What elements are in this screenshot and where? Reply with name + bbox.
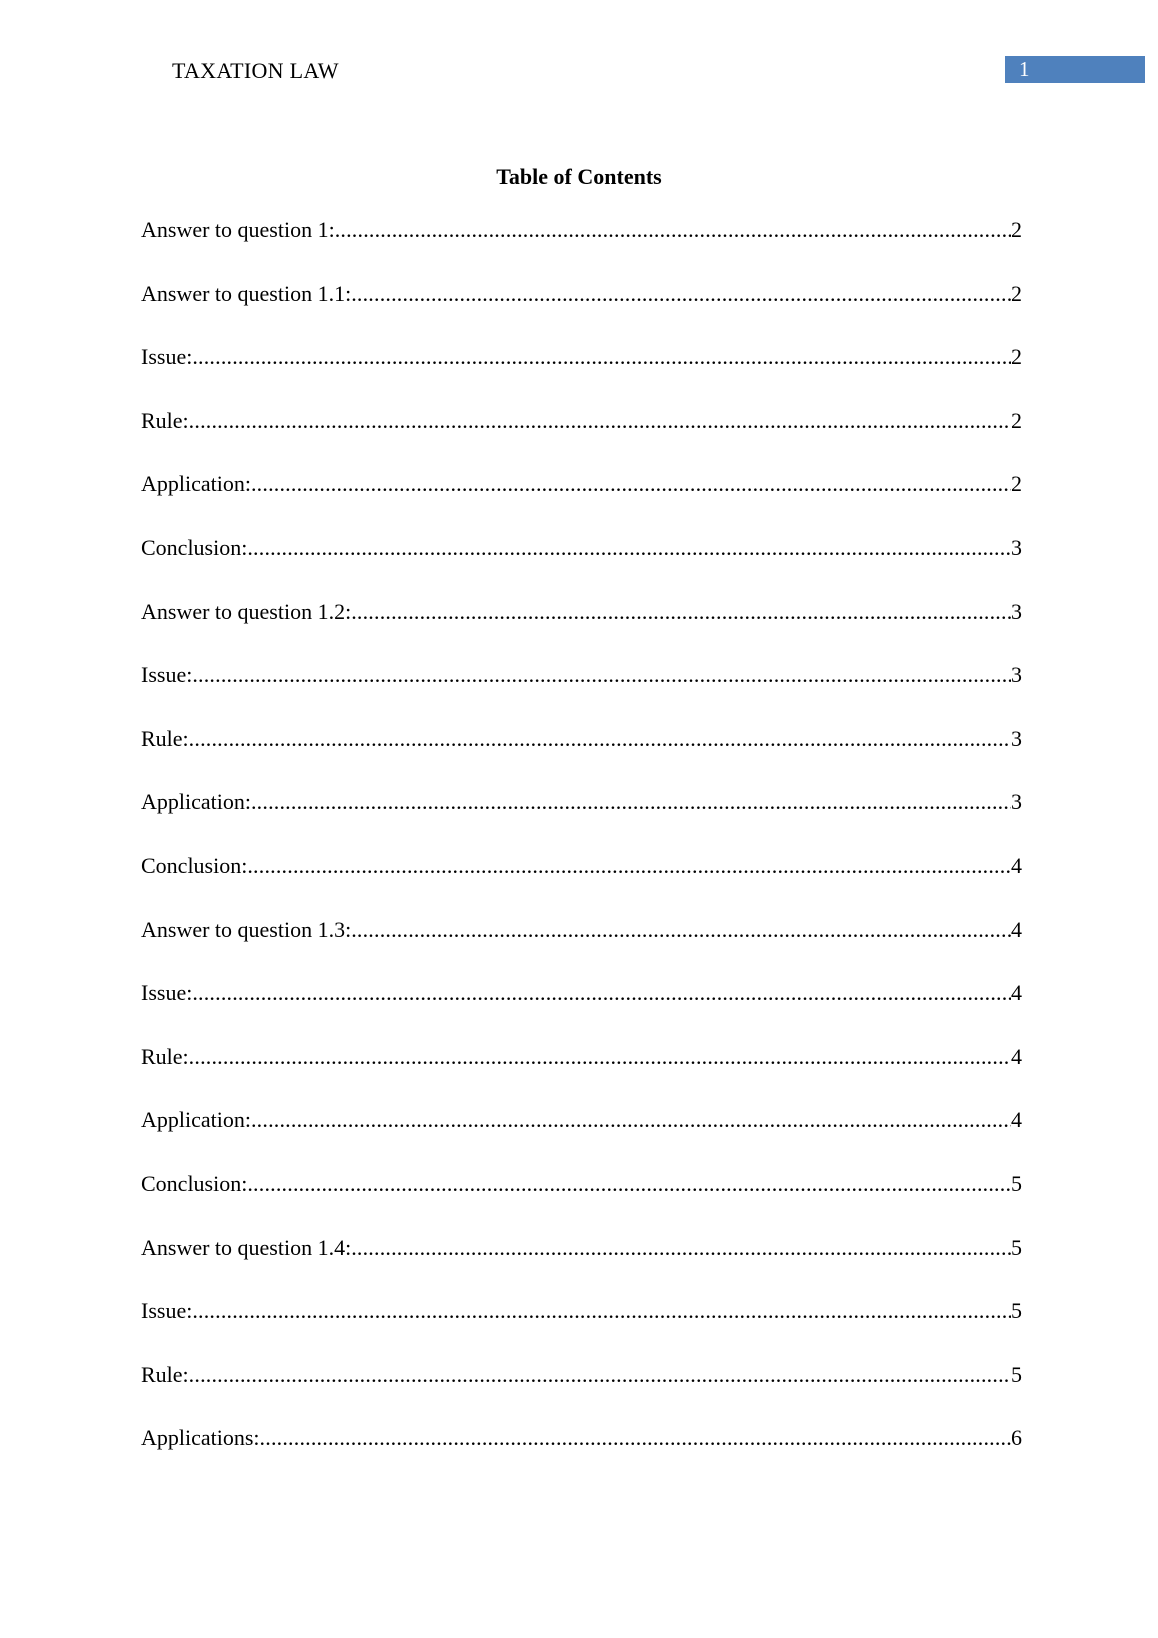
toc-entry-page: 2 [1011,344,1022,370]
toc-entry[interactable] [141,978,1022,1042]
toc-dot-leader [192,342,1011,372]
toc-entry-page: 4 [1011,1043,1022,1069]
toc-entry-label: Issue: [141,980,193,1006]
page-number-badge [1005,56,1145,83]
toc-dot-leader [247,851,1011,881]
toc-entry-page: 3 [1011,725,1022,751]
toc-dot-leader [260,1423,1011,1453]
toc-dot-leader [247,1169,1011,1199]
toc-entry-label: Answer to question 1.4: [141,1234,352,1260]
toc-entry-page: 2 [1011,217,1022,242]
page-number: 1 [1019,57,1030,81]
toc-entry-page: 4 [1011,980,1022,1006]
toc-entry-label: Conclusion: [141,1170,248,1196]
toc-heading: Table of Contents [496,164,662,189]
toc-entry[interactable] [141,279,1022,343]
toc-entry-page: 4 [1011,916,1022,942]
toc-dot-leader [251,787,1011,817]
toc-entry-label: Applications: [141,1425,260,1451]
toc-dot-leader [351,597,1011,627]
toc-entry[interactable] [141,469,1022,533]
toc-entry-page: 5 [1011,1298,1022,1324]
toc-entry-page: 5 [1011,1361,1022,1387]
toc-entry[interactable] [141,1169,1022,1233]
toc-entry[interactable] [141,1423,1022,1487]
toc-dot-leader [251,469,1011,499]
toc-entry[interactable] [141,406,1022,470]
toc-dot-leader [192,1296,1011,1326]
toc-entry[interactable] [141,1360,1022,1424]
toc-entry-page: 5 [1011,1234,1022,1260]
toc-entry[interactable] [141,597,1022,661]
toc-dot-leader [247,533,1011,563]
toc-entry-label: Rule: [141,725,189,751]
toc-entry-page: 3 [1011,662,1022,688]
toc-entry[interactable] [141,1042,1022,1106]
toc-entry[interactable] [141,533,1022,597]
toc-entry-label: Rule: [141,1361,189,1387]
toc-entry-label: Issue: [141,344,193,370]
toc-entry-label: Answer to question 1.1: [141,280,352,306]
toc-entry-label: Issue: [141,662,193,688]
toc-dot-leader [189,406,1011,436]
toc-entry[interactable] [141,1296,1022,1360]
toc-entry[interactable] [141,787,1022,851]
toc-entry-label: Answer to question 1.2: [141,598,352,624]
toc-entry[interactable] [141,342,1022,406]
toc-dot-leader [335,215,1011,245]
toc-entry-page: 2 [1011,280,1022,306]
running-header-title: TAXATION LAW [172,58,339,83]
toc-entry[interactable] [141,1105,1022,1169]
toc-entry-page: 6 [1011,1425,1022,1451]
toc-dot-leader [189,1042,1011,1072]
toc-entry[interactable] [141,851,1022,915]
toc-entry[interactable] [141,915,1022,979]
toc-entry[interactable] [141,660,1022,724]
toc-entry-label: Application: [141,1107,251,1133]
toc-entry-page: 3 [1011,598,1022,624]
toc-entry-page: 4 [1011,852,1022,878]
toc-entry[interactable] [141,1233,1022,1297]
toc-entry-label: Application: [141,789,251,815]
toc-entry-page: 2 [1011,471,1022,497]
toc-entry-page: 3 [1011,789,1022,815]
toc-entry-label: Rule: [141,407,189,433]
toc-dot-leader [351,279,1011,309]
toc-entry-label: Issue: [141,1298,193,1324]
toc-entry-page: 5 [1011,1170,1022,1196]
toc-dot-leader [351,1233,1011,1263]
toc-entry-page: 3 [1011,534,1022,560]
toc-dot-leader [189,1360,1011,1390]
table-of-contents [141,215,1022,1487]
toc-dot-leader [192,660,1011,690]
toc-entry[interactable] [141,215,1022,279]
toc-entry-page: 2 [1011,407,1022,433]
toc-entry-label: Conclusion: [141,534,248,560]
toc-entry-label: Rule: [141,1043,189,1069]
toc-entry-page: 4 [1011,1107,1022,1133]
toc-dot-leader [251,1105,1011,1135]
toc-entry[interactable] [141,724,1022,788]
toc-dot-leader [351,915,1011,945]
toc-entry-label: Conclusion: [141,852,248,878]
toc-dot-leader [189,724,1011,754]
toc-entry-label: Answer to question 1: [141,217,335,242]
toc-entry-label: Application: [141,471,251,497]
toc-entry-label: Answer to question 1.3: [141,916,352,942]
toc-dot-leader [192,978,1011,1008]
